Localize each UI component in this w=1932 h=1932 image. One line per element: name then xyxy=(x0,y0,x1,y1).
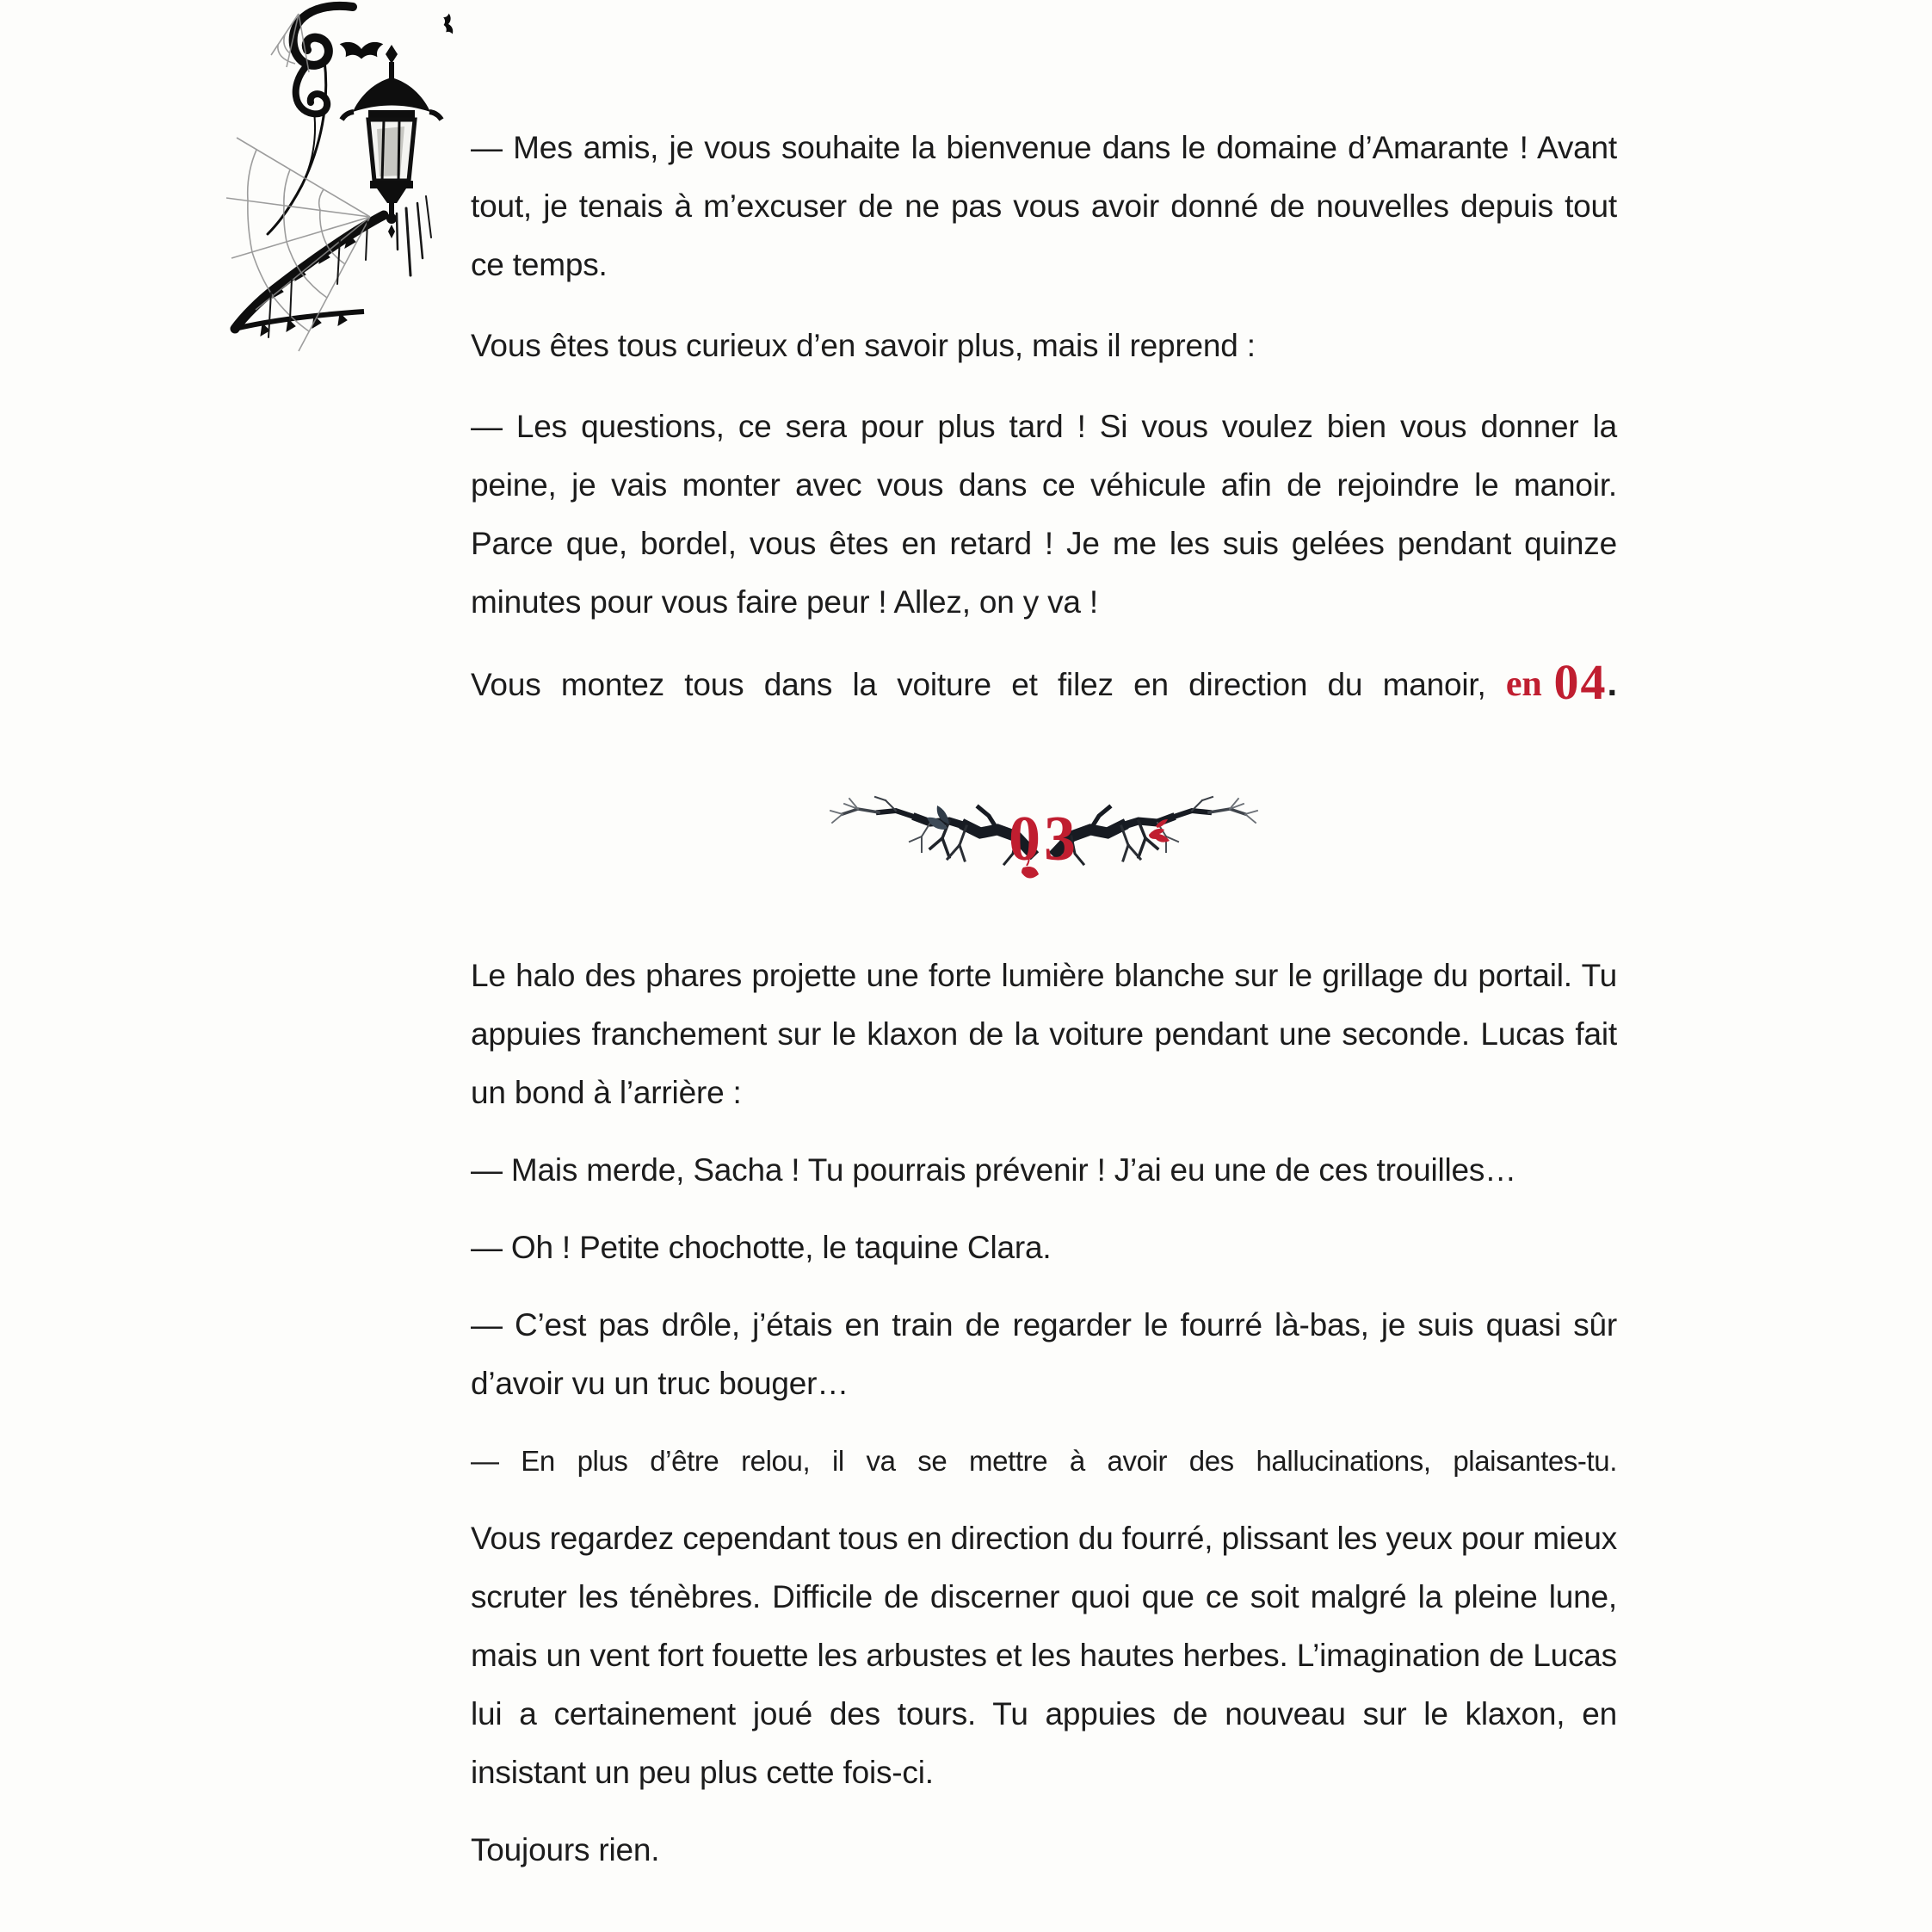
paragraph: Le halo des phares projette une forte lumière blanche sur le grillage du portail. Tu appuies franchement sur le klaxon de la voiture pendant une seconde. Lucas fait un bond à l’arrière : xyxy=(471,958,1617,1110)
paragraph: Vous êtes tous curieux d’en savoir plus, mais il reprend : xyxy=(471,328,1256,363)
reference-period: . xyxy=(1607,663,1617,703)
section-reference-link[interactable] xyxy=(1505,654,1608,710)
paragraph: Toujours rien. xyxy=(471,1832,660,1867)
spider-web-icon xyxy=(226,14,370,351)
reference-prefix: Vous montez tous dans la voiture et filez en direction du manoir, xyxy=(471,667,1506,702)
story-text xyxy=(471,119,1617,1898)
paragraph: — En plus d’être relou, il va se mettre à avoir des hallucinations, plaisantes-tu. xyxy=(471,1445,1617,1477)
paragraph: Vous regardez cependant tous en direction du fourré, plissant les yeux pour mieux scruter les ténèbres. Difficile de discerner quoi que ce soit malgré la pleine lune, mais un vent fort fouette les arbustes et les hautes herbes. L’imagination de Lucas lui a certainement joué des tours. Tu appuies de nouveau sur le klaxon, en insistant un peu plus cette fois-ci. xyxy=(471,1521,1617,1790)
paragraph: — Mais merde, Sacha ! Tu pourrais prévenir ! J’ai eu une de ces trouilles… xyxy=(471,1152,1516,1188)
paragraph: — Mes amis, je vous souhaite la bienvenue dans le domaine d’Amarante ! Avant tout, je tenais à m’excuser de ne pas vous avoir donné de nouvelles depuis tout ce temps. xyxy=(471,130,1617,282)
section-body xyxy=(471,947,1617,1880)
paragraph-with-reference xyxy=(471,654,1617,714)
paragraph: — Les questions, ce sera pour plus tard ! Si vous voulez bien vous donner la peine, je vais monter avec vous dans ce véhicule afin de rejoindre le manoir. Parce que, bordel, vous êtes en retard ! Je me les suis gelées pendant quinze minutes pour vous faire peur ! Allez, on y va ! xyxy=(471,409,1617,620)
paragraph: — C’est pas drôle, j’étais en train de regarder le fourré là-bas, je suis quasi sûr d’avoir vu un truc bouger… xyxy=(471,1307,1617,1401)
reference-number: 04 xyxy=(1553,654,1608,710)
section-number: 03 xyxy=(1009,804,1079,874)
paragraph: — Oh ! Petite chochotte, le taquine Clara. xyxy=(471,1230,1052,1265)
bat-icon-small xyxy=(441,13,453,34)
lantern-illustration xyxy=(219,0,495,379)
branches-icon-left xyxy=(830,797,1031,864)
section-divider xyxy=(812,775,1276,904)
bat-icon xyxy=(340,42,384,59)
reference-word: en xyxy=(1505,664,1542,704)
